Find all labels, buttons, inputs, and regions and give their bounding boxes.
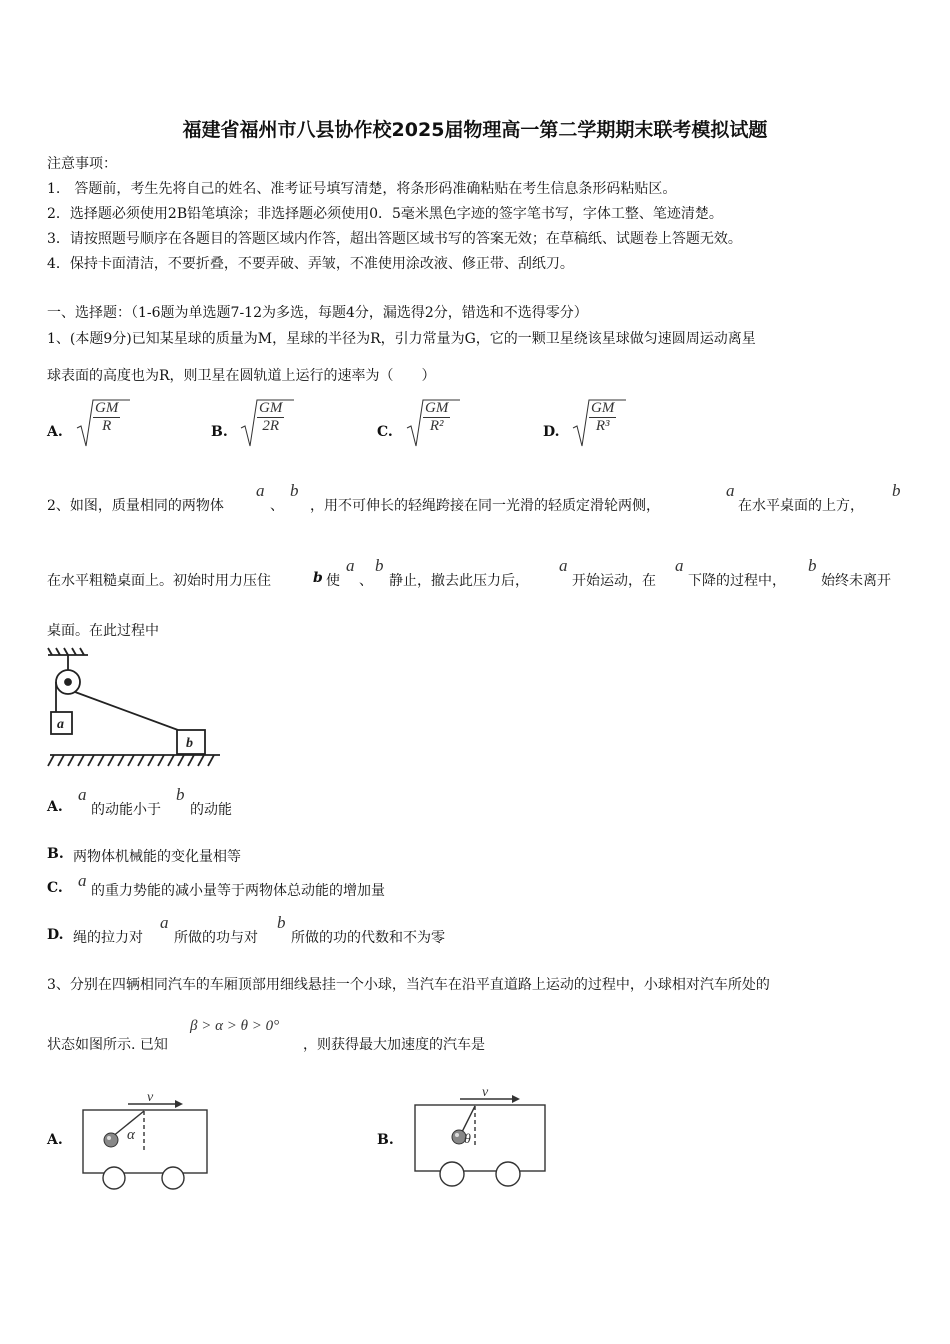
notice-item-2: 2．选择题必须使用2B铅笔填涂；非选择题必须使用0．5毫米黑色字迹的签字笔书写，字体工整、笔迹清楚。: [47, 206, 723, 222]
section-heading: 一、选择题：（1-6题为单选题7-12为多选，每题4分，漏选得2分，错选和不选得零分）: [47, 305, 588, 321]
q2-line1-d: 在水平桌面的上方，: [738, 498, 864, 514]
var-a: a: [559, 556, 568, 575]
var-b: b: [176, 785, 185, 804]
velocity-label: v: [482, 1085, 489, 1100]
q2-line1-c: ，用不可伸长的轻绳跨接在同一光滑的轻质定滑轮两侧，: [310, 498, 660, 514]
q2-option-a-label: A.: [47, 799, 63, 815]
velocity-label: v: [147, 1090, 154, 1105]
var-b: b: [375, 556, 384, 575]
q2-line2-b: b: [313, 570, 323, 586]
car-figure-b: [412, 1080, 552, 1190]
radical-sign: [75, 398, 135, 450]
q2-option-a-text1: 的动能小于: [91, 802, 161, 818]
radical-sign: [239, 398, 299, 450]
sqrt-expression: $\frac{GM}{\text{R³}}$: [571, 398, 616, 435]
notice-heading: 注意事项：: [47, 156, 117, 172]
q2-line1-b: 、: [270, 498, 284, 514]
q3-option-a-label[interactable]: A.: [47, 1132, 63, 1148]
var-b: b: [290, 481, 299, 500]
q2-line3: 桌面。在此过程中: [47, 623, 159, 639]
q2-option-a-text2: 的动能: [190, 802, 232, 818]
radical-sign: [405, 398, 465, 450]
var-a: a: [160, 913, 169, 932]
q2-option-b-label: B.: [47, 846, 64, 862]
angle-alpha-label: α: [127, 1127, 135, 1143]
var-a: a: [78, 871, 87, 890]
q2-option-c-text: 的重力势能的减小量等于两物体总动能的增加量: [91, 883, 385, 899]
radical-sign: [571, 398, 631, 450]
q3-option-b-label[interactable]: B.: [377, 1132, 394, 1148]
q3-angle-inequality: β > α > θ > 0°: [190, 1018, 280, 1034]
var-a: a: [675, 556, 684, 575]
q2-option-d-text2: 所做的功与对: [174, 930, 258, 946]
var-b: b: [892, 481, 901, 500]
q1-line1: 1、(本题9分)已知某星球的质量为M，星球的半径为R，引力常量为G，它的一颗卫星绕该星球做匀速圆周运动离星: [47, 331, 756, 347]
block-a-label: a: [57, 717, 64, 732]
var-a: a: [346, 556, 355, 575]
q2-line2-f: 开始运动，在: [572, 573, 656, 589]
notice-item-4: 4．保持卡面清洁，不要折叠，不要弄破、弄皱，不准使用涂改液、修正带、刮纸刀。: [47, 256, 574, 272]
q3-line2-b: ，则获得最大加速度的汽车是: [303, 1037, 485, 1053]
q2-line2-c: 使: [326, 573, 340, 589]
var-a: a: [78, 785, 87, 804]
q2-option-b-text: 两物体机械能的变化量相等: [73, 849, 241, 865]
car-figure-a: [80, 1085, 215, 1195]
notice-item-1: 1. 答题前，考生先将自己的姓名、准考证号填写清楚，将条形码准确粘贴在考生信息条形码粘贴区。: [47, 181, 677, 197]
notice-item-3: 3．请按照题号顺序在各题目的答题区域内作答，超出答题区域书写的答案无效；在草稿纸、试题卷上答题无效。: [47, 231, 742, 247]
q2-line2-g: 下降的过程中，: [688, 573, 786, 589]
q2-line2-d: 、: [359, 573, 373, 589]
var-b: b: [808, 556, 817, 575]
pulley-figure: [40, 648, 230, 773]
q2-option-d-text1: 绳的拉力对: [73, 930, 143, 946]
q2-line2-h: 始终未离开: [821, 573, 891, 589]
page-title: 福建省福州市八县协作校2025届物理高一第二学期期末联考模拟试题: [182, 119, 768, 141]
var-a: a: [256, 481, 265, 500]
angle-theta-label: θ: [464, 1132, 471, 1147]
sqrt-expression: $\frac{GM}{R}$: [75, 398, 120, 435]
q2-line1-a: 2、如图，质量相同的两物体: [47, 498, 224, 514]
var-a: a: [726, 481, 735, 500]
q2-option-c-label: C.: [47, 880, 63, 896]
block-b-label: b: [186, 736, 193, 751]
var-b: b: [277, 913, 286, 932]
q2-line2-a: 在水平粗糙桌面上。初始时用力压住: [47, 573, 271, 589]
q3-line1: 3、分别在四辆相同汽车的车厢顶部用细线悬挂一个小球，当汽车在沿平直道路上运动的过程中，小球相对汽车所处的: [47, 977, 770, 993]
q2-option-d-label: D.: [47, 927, 64, 943]
q2-option-d-text3: 所做的功的代数和不为零: [291, 930, 445, 946]
q3-line2-a: 状态如图所示. 已知: [47, 1037, 168, 1053]
sqrt-expression: $\frac{GM}{\text{R²}}$: [405, 398, 450, 435]
q1-line2: 球表面的高度也为R，则卫星在圆轨道上运行的速率为（ ）: [47, 368, 436, 384]
sqrt-expression: $\frac{GM}{2R}$: [239, 398, 284, 435]
q2-line2-e: 静止，撤去此压力后，: [389, 573, 529, 589]
